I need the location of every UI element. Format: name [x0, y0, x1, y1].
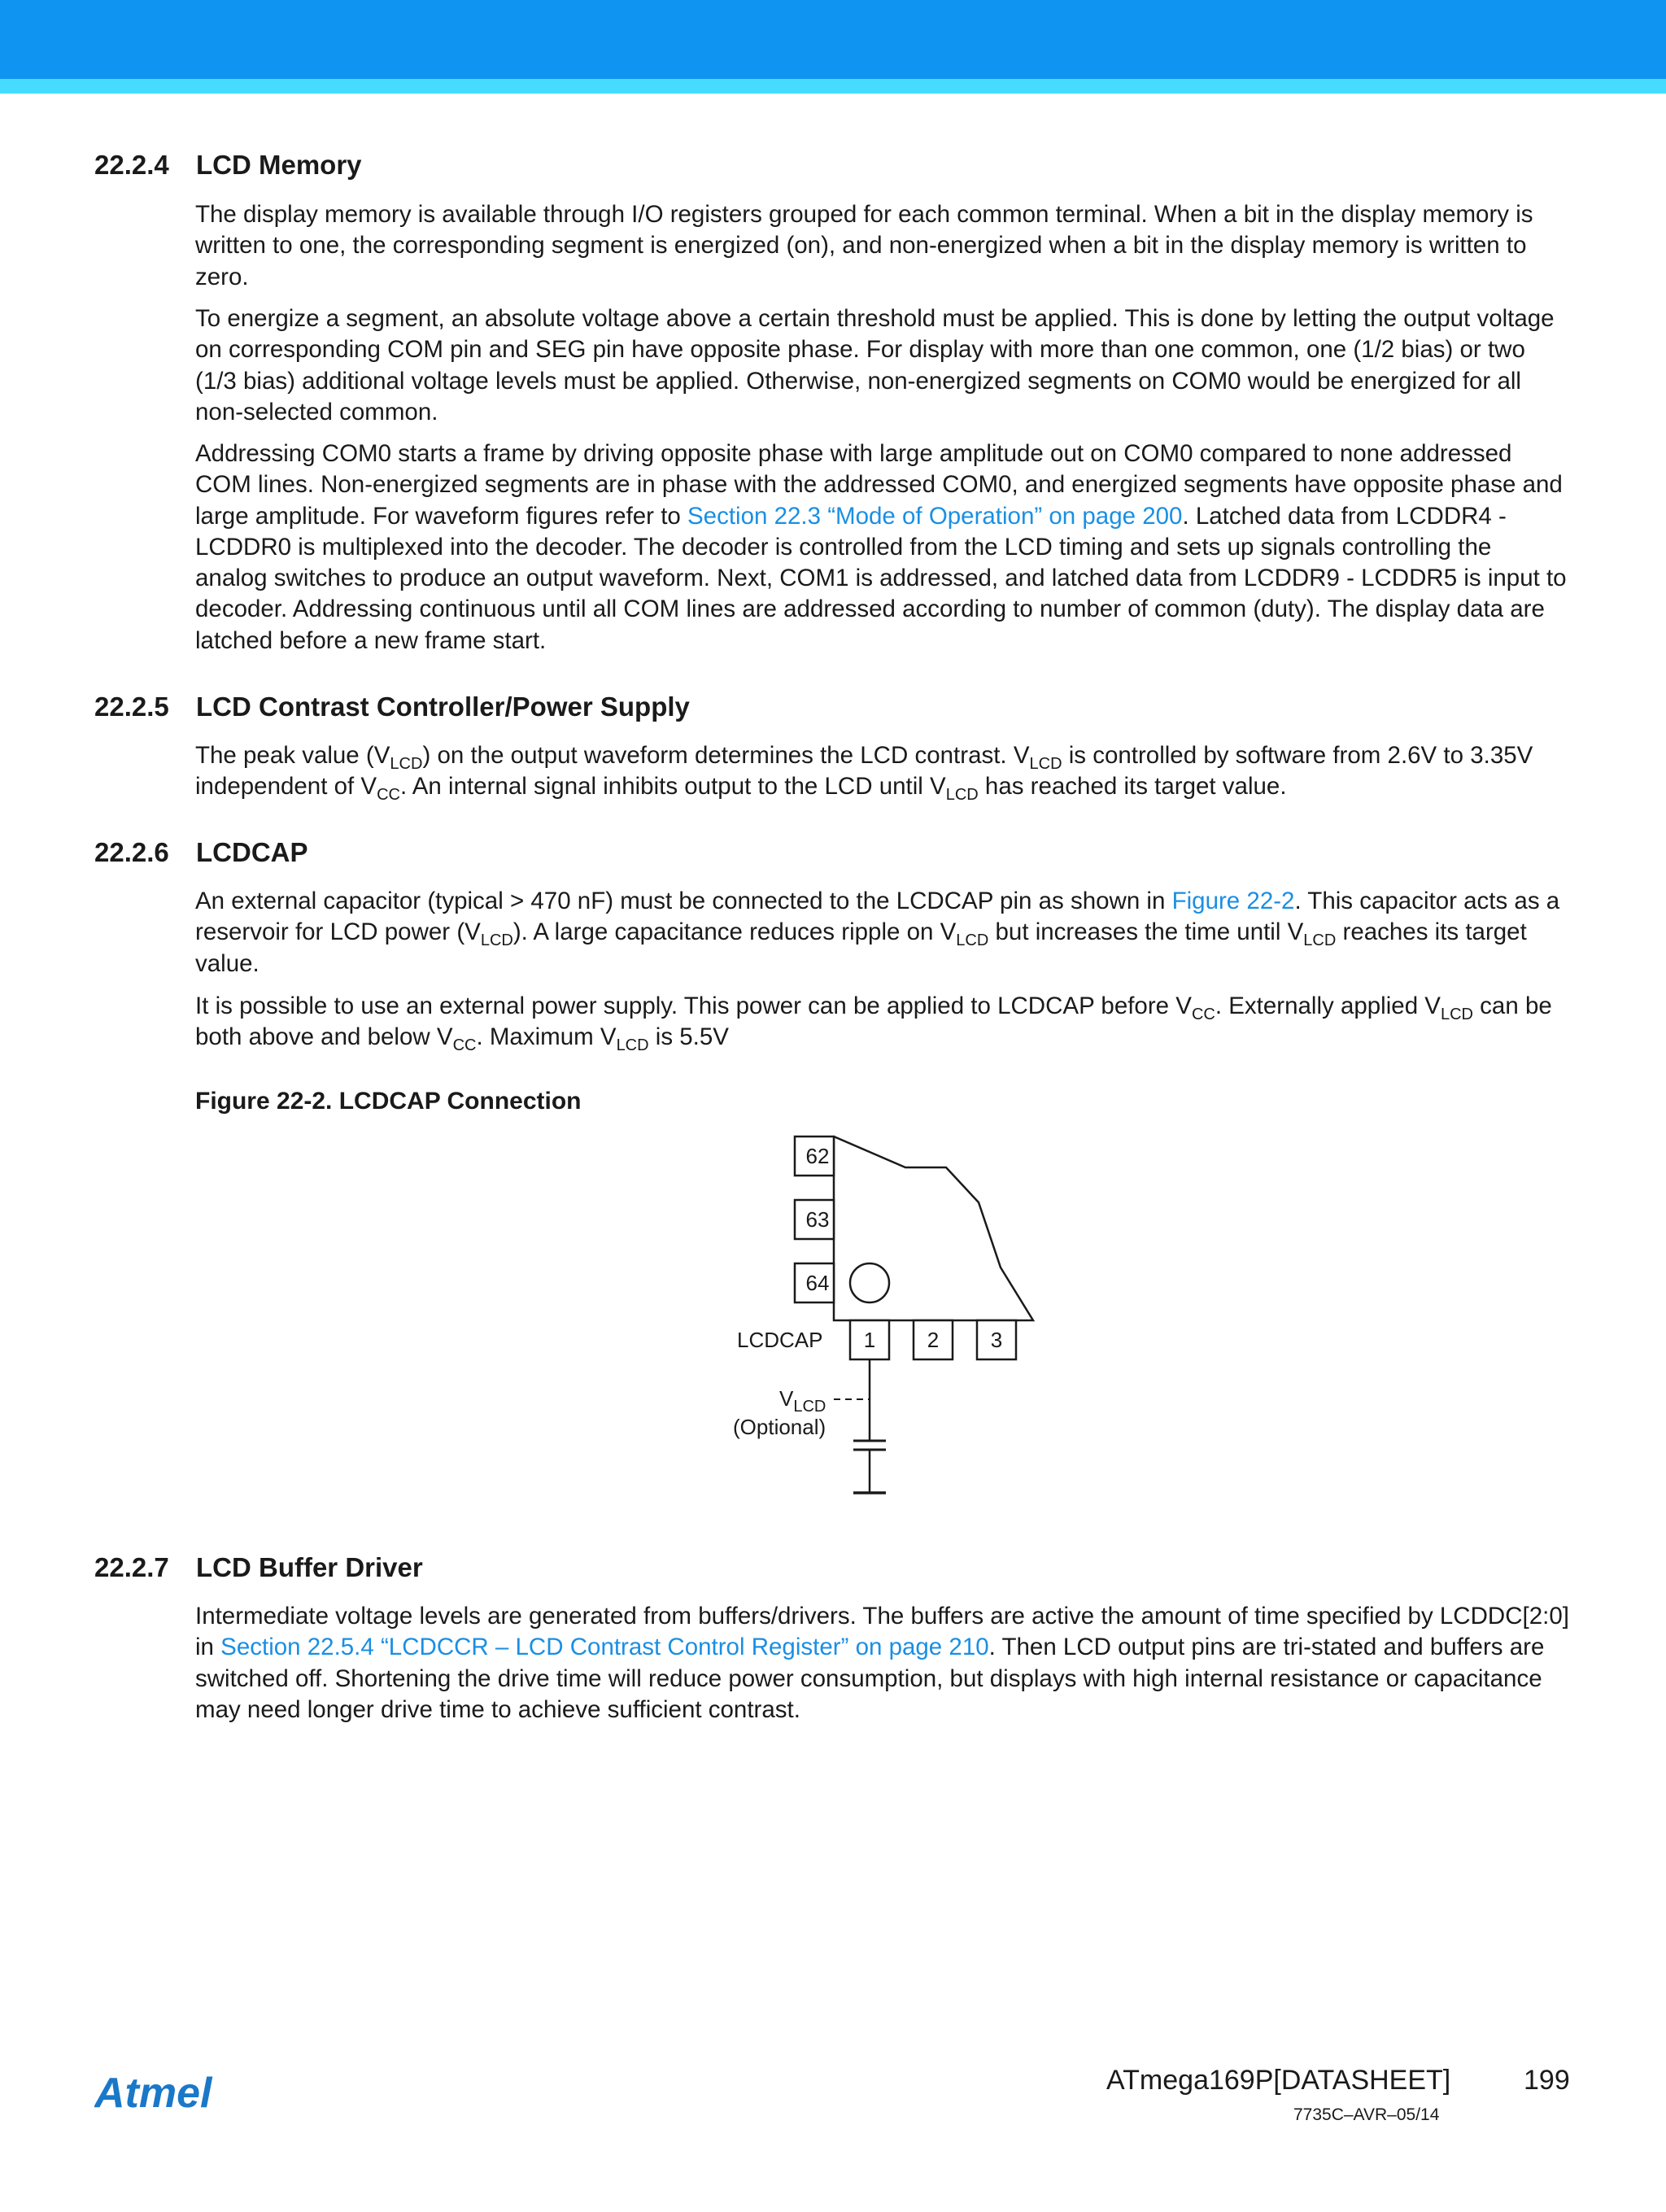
section-number: 22.2.5 [94, 692, 169, 722]
paragraph-text: Intermediate voltage levels are generated from buffers/drivers. The buffers are active the amount of time specified by LCDDC[2:0] in [195, 1603, 1569, 1661]
subscript: LCD [616, 1036, 649, 1055]
paragraph-text: . Then LCD output pins are tri-stated and buffers are switched off. Shortening the drive time will reduce power consumption, but displays with high internal resistance or capacitance may need longer drive time to achieve sufficient contrast. [195, 1634, 1545, 1723]
pin-3-label: 3 [990, 1328, 1003, 1352]
section-heading-lcdcap [94, 836, 308, 869]
paragraph-text: . This capacitor acts as a reservoir for LCD power (V [195, 888, 1560, 946]
cross-reference-link[interactable]: Section 22.5.4 “LCDCCR – LCD Contrast Control Register” on page 210 [220, 1634, 989, 1661]
atmel-logo [94, 2066, 249, 2123]
section-title: LCDCAP [196, 837, 308, 867]
lcdcap-connection-figure [716, 1123, 1041, 1513]
paragraph-text: reaches its target value. [195, 918, 1527, 977]
paragraph [195, 886, 1570, 979]
paragraph-text: . An internal signal inhibits output to the LCD until V [399, 773, 946, 801]
pin1-marker-circle [850, 1263, 889, 1302]
footer-doc-title: ATmega169P[DATASHEET] [1106, 2065, 1451, 2096]
paragraph [195, 991, 1570, 1054]
subscript: CC [1191, 1006, 1215, 1023]
optional-label: (Optional) [733, 1415, 826, 1439]
paragraph-text: It is possible to use an external power supply. This power can be applied to LCDCAP before V [195, 993, 1192, 1019]
paragraph-text: has reached its target value. [978, 773, 1287, 801]
paragraph [195, 199, 1570, 293]
subscript: LCD [1029, 755, 1062, 773]
paragraph-text: is 5.5V [648, 1023, 729, 1051]
footer-doc-code: 7735C–AVR–05/14 [1293, 2105, 1440, 2124]
section-heading-buffer-driver [94, 1551, 423, 1584]
vlcd-label: $V_{LCD}$ [779, 1386, 826, 1416]
chip-outline [834, 1137, 1033, 1320]
cross-reference-link[interactable]: Section 22.3 “Mode of Operation” on page 200 [687, 502, 1183, 530]
paragraph-text: To energize a segment, an absolute voltage above a certain threshold must be applied. This is done by letting the output voltage on corresponding COM pin and SEG pin have opposite phase. For display with more than one common, one (1/2 bias) or two (1/3 bias) additional voltage levels must be applied. Otherwise, non-energized segments on COM0 would be energized for all non-selected common. [195, 305, 1555, 425]
subscript: CC [377, 786, 400, 805]
header-stripe [0, 79, 1666, 94]
paragraph [195, 438, 1570, 657]
section-number: 22.2.6 [94, 837, 169, 867]
page-number: 199 [1524, 2065, 1570, 2096]
section-number: 22.2.4 [94, 150, 169, 180]
lcdcap-label: LCDCAP [737, 1328, 823, 1352]
subscript: LCD [480, 931, 513, 950]
subscript: LCD [390, 755, 423, 773]
section-heading-lcd-memory [94, 149, 362, 181]
pin-1-label: 1 [863, 1328, 876, 1352]
section-heading-contrast-controller [94, 691, 690, 723]
paragraph [195, 1601, 1570, 1726]
pin-63-label: 63 [805, 1207, 830, 1232]
paragraph-text: The peak value (V [195, 742, 390, 769]
logo-text: Atmel [94, 2070, 212, 2117]
section-title: LCD Contrast Controller/Power Supply [196, 692, 690, 722]
paragraph-text: . Maximum V [476, 1023, 617, 1051]
pin-62-label: 62 [805, 1144, 830, 1168]
paragraph [195, 303, 1570, 428]
paragraph-text: Addressing COM0 starts a frame by driving opposite phase with large amplitude out on COM0 compared to none addressed COM lines. Non-energized segments are in phase with the addressed COM0, and energized segments have opposite phase and large amplitude. For waveform figures refer to [195, 440, 1563, 530]
header-bar [0, 0, 1666, 79]
paragraph-text: but increases the time until V [988, 918, 1304, 946]
paragraph-text: is controlled by software from 2.6V to 3.35V independent of V [195, 742, 1533, 801]
paragraph-text: can be both above and below V [195, 993, 1552, 1051]
section-title: LCD Buffer Driver [196, 1552, 423, 1582]
subscript: CC [452, 1036, 477, 1055]
subscript: LCD [1303, 931, 1337, 950]
chip-diagram [716, 1123, 1041, 1513]
cross-reference-link[interactable]: Figure 22-2 [1171, 888, 1295, 914]
paragraph [195, 740, 1570, 803]
paragraph-text: ). A large capacitance reduces ripple on V [512, 918, 957, 946]
section-title: LCD Memory [196, 150, 362, 180]
paragraph-text: The display memory is available through I/O registers grouped for each common terminal. When a bit in the display memory is written to one, the corresponding segment is energized (on), and non-energized when a bit in the display memory is written to zero. [195, 201, 1533, 290]
figure-title: Figure 22-2. LCDCAP Connection [195, 1088, 582, 1115]
paragraph-text: . Externally applied V [1215, 993, 1441, 1019]
pin-64-label: 64 [805, 1271, 830, 1295]
subscript: LCD [956, 931, 989, 950]
paragraph-text: . Latched data from LCDDR4 - LCDDR0 is multiplexed into the decoder. The decoder is controlled from the LCD timing and sets up signals controlling the analog switches to produce an output waveform. Next, COM1 is addressed, and latched data from LCDDR9 - LCDDR5 is input to decoder. Addressing continuous until all COM lines are addressed according to number of common (duty). The display data are latched before a new frame start. [195, 502, 1567, 654]
pin-2-label: 2 [927, 1328, 940, 1352]
subscript: LCD [945, 786, 979, 805]
subscript: LCD [1440, 1006, 1473, 1023]
paragraph-text: ) on the output waveform determines the LCD contrast. V [422, 742, 1030, 769]
section-number: 22.2.7 [94, 1552, 169, 1582]
paragraph-text: An external capacitor (typical > 470 nF) must be connected to the LCDCAP pin as shown in [195, 888, 1172, 914]
